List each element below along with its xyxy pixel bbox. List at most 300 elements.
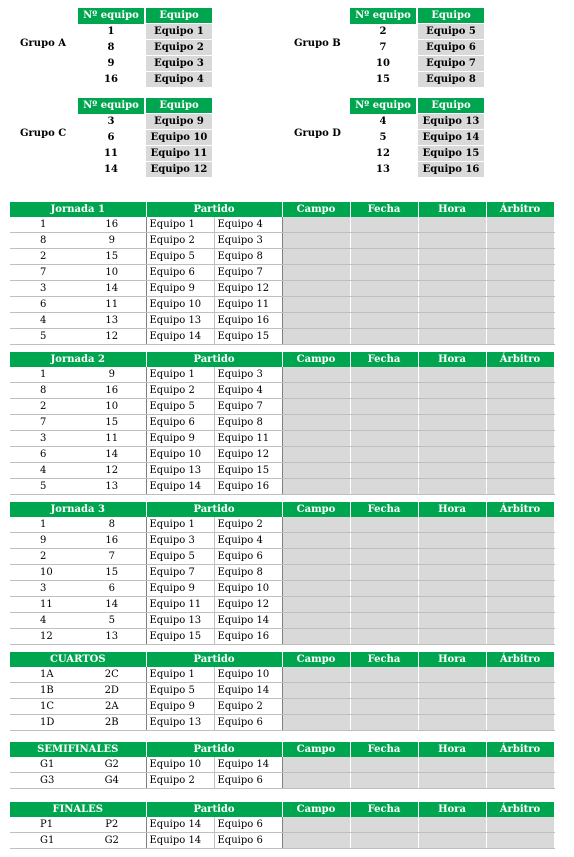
header-num: Nº equipo (350, 98, 416, 114)
team-home: Equipo 5 (146, 399, 214, 415)
seed-home: 5 (10, 479, 78, 495)
fecha-cell[interactable] (350, 281, 418, 297)
fecha-cell[interactable] (350, 817, 418, 833)
header-arbitro: Árbitro (486, 652, 554, 667)
hora-cell[interactable] (418, 281, 486, 297)
team-home: Equipo 13 (146, 463, 214, 479)
fecha-cell[interactable] (350, 217, 418, 233)
hora-cell[interactable] (418, 517, 486, 533)
team-home: Equipo 14 (146, 833, 214, 849)
campo-cell[interactable] (282, 447, 350, 463)
seed-away: 15 (78, 565, 146, 581)
arbitro-cell[interactable] (486, 479, 554, 495)
match-row (10, 329, 554, 345)
team-home: Equipo 13 (146, 613, 214, 629)
hora-cell[interactable] (418, 597, 486, 613)
campo-cell[interactable] (282, 217, 350, 233)
team-away: Equipo 4 (214, 217, 282, 233)
team-home: Equipo 7 (146, 565, 214, 581)
arbitro-cell[interactable] (486, 667, 554, 683)
header-arbitro: Árbitro (486, 802, 554, 817)
team-away: Equipo 8 (214, 249, 282, 265)
fecha-cell[interactable] (350, 549, 418, 565)
header-partido: Partido (146, 502, 282, 517)
team-away: Equipo 7 (214, 265, 282, 281)
seed-home: 1 (10, 517, 78, 533)
team-home: Equipo 14 (146, 817, 214, 833)
seed-home: 11 (10, 597, 78, 613)
header-hora: Hora (418, 202, 486, 217)
arbitro-cell[interactable] (486, 383, 554, 399)
header-arbitro: Árbitro (486, 502, 554, 517)
hora-cell[interactable] (418, 549, 486, 565)
seed-home: 2 (10, 399, 78, 415)
seed-away: 7 (78, 549, 146, 565)
arbitro-cell[interactable] (486, 629, 554, 645)
seed-home: G1 (10, 757, 78, 773)
team-number: 7 (379, 42, 387, 53)
arbitro-cell[interactable] (486, 715, 554, 731)
header-campo: Campo (282, 802, 350, 817)
arbitro-cell[interactable] (486, 281, 554, 297)
match-row (10, 265, 554, 281)
team-home: Equipo 5 (146, 683, 214, 699)
group-row (78, 40, 212, 56)
fecha-cell[interactable] (350, 699, 418, 715)
seed-home: P1 (10, 817, 78, 833)
team-home: Equipo 1 (146, 217, 214, 233)
fecha-cell[interactable] (350, 715, 418, 731)
team-home: Equipo 3 (146, 533, 214, 549)
arbitro-cell[interactable] (486, 329, 554, 345)
team-number: 14 (104, 164, 118, 175)
seed-away: 15 (78, 415, 146, 431)
group-table (350, 98, 484, 178)
header-hora: Hora (418, 352, 486, 367)
campo-cell[interactable] (282, 383, 350, 399)
hora-cell[interactable] (418, 399, 486, 415)
match-row (10, 597, 554, 613)
hora-cell[interactable] (418, 565, 486, 581)
team-number: 5 (379, 132, 387, 143)
campo-cell[interactable] (282, 715, 350, 731)
hora-cell[interactable] (418, 265, 486, 281)
campo-cell[interactable] (282, 265, 350, 281)
team-away: Equipo 14 (214, 613, 282, 629)
team-away: Equipo 6 (214, 833, 282, 849)
team-home: Equipo 9 (146, 581, 214, 597)
hora-cell[interactable] (418, 581, 486, 597)
hora-cell[interactable] (418, 629, 486, 645)
team-away: Equipo 16 (214, 629, 282, 645)
arbitro-cell[interactable] (486, 415, 554, 431)
seed-away: 2D (78, 683, 146, 699)
seed-away: 14 (78, 597, 146, 613)
team-away: Equipo 7 (214, 399, 282, 415)
team-home: Equipo 9 (146, 699, 214, 715)
seed-home: 7 (10, 265, 78, 281)
schedule-title: Jornada 1 (10, 202, 146, 217)
match-row (10, 629, 554, 645)
arbitro-cell[interactable] (486, 549, 554, 565)
seed-home: 4 (10, 463, 78, 479)
schedule-table (10, 202, 555, 345)
group-table (350, 8, 484, 88)
match-row (10, 383, 554, 399)
hora-cell[interactable] (418, 233, 486, 249)
campo-cell[interactable] (282, 313, 350, 329)
hora-cell[interactable] (418, 479, 486, 495)
header-fecha: Fecha (350, 202, 418, 217)
seed-away: 11 (78, 431, 146, 447)
seed-away: 12 (78, 329, 146, 345)
fecha-cell[interactable] (350, 233, 418, 249)
campo-cell[interactable] (282, 281, 350, 297)
arbitro-cell[interactable] (486, 431, 554, 447)
schedule-title: Jornada 2 (10, 352, 146, 367)
team-home: Equipo 14 (146, 329, 214, 345)
team-away: Equipo 11 (214, 297, 282, 313)
campo-cell[interactable] (282, 549, 350, 565)
arbitro-cell[interactable] (486, 833, 554, 849)
group-row (350, 24, 484, 40)
arbitro-cell[interactable] (486, 367, 554, 383)
fecha-cell[interactable] (350, 297, 418, 313)
seed-home: 6 (10, 447, 78, 463)
campo-cell[interactable] (282, 517, 350, 533)
arbitro-cell[interactable] (486, 517, 554, 533)
team-home: Equipo 13 (146, 715, 214, 731)
team-number: 13 (376, 164, 390, 175)
team-home: Equipo 1 (146, 517, 214, 533)
arbitro-cell[interactable] (486, 399, 554, 415)
campo-cell[interactable] (282, 833, 350, 849)
team-away: Equipo 10 (214, 581, 282, 597)
team-name: Equipo 14 (418, 130, 484, 146)
arbitro-cell[interactable] (486, 297, 554, 313)
header-campo: Campo (282, 652, 350, 667)
team-away: Equipo 12 (214, 597, 282, 613)
seed-away: 15 (78, 249, 146, 265)
team-home: Equipo 2 (146, 383, 214, 399)
hora-cell[interactable] (418, 249, 486, 265)
hora-cell[interactable] (418, 415, 486, 431)
header-campo: Campo (282, 352, 350, 367)
group-row (350, 72, 484, 88)
fecha-cell[interactable] (350, 249, 418, 265)
hora-cell[interactable] (418, 217, 486, 233)
header-campo: Campo (282, 742, 350, 757)
schedule-table (10, 742, 555, 789)
fecha-cell[interactable] (350, 565, 418, 581)
seed-away: 16 (78, 383, 146, 399)
header-fecha: Fecha (350, 502, 418, 517)
campo-cell[interactable] (282, 533, 350, 549)
header-hora: Hora (418, 742, 486, 757)
fecha-cell[interactable] (350, 447, 418, 463)
seed-home: 8 (10, 233, 78, 249)
group-table (78, 8, 212, 88)
fecha-cell[interactable] (350, 683, 418, 699)
header-arbitro: Árbitro (486, 742, 554, 757)
header-num: Nº equipo (78, 8, 144, 24)
hora-cell[interactable] (418, 667, 486, 683)
arbitro-cell[interactable] (486, 817, 554, 833)
team-away: Equipo 6 (214, 817, 282, 833)
arbitro-cell[interactable] (486, 613, 554, 629)
team-name: Equipo 6 (418, 40, 484, 56)
arbitro-cell[interactable] (486, 265, 554, 281)
schedule-table (10, 352, 555, 495)
fecha-cell[interactable] (350, 313, 418, 329)
team-away: Equipo 2 (214, 699, 282, 715)
hora-cell[interactable] (418, 367, 486, 383)
arbitro-cell[interactable] (486, 757, 554, 773)
fecha-cell[interactable] (350, 329, 418, 345)
seed-home: 1A (10, 667, 78, 683)
header-team: Equipo (418, 8, 484, 24)
arbitro-cell[interactable] (486, 249, 554, 265)
campo-cell[interactable] (282, 565, 350, 581)
seed-away: 9 (78, 367, 146, 383)
seed-away: G2 (78, 833, 146, 849)
arbitro-cell[interactable] (486, 217, 554, 233)
team-name: Equipo 15 (418, 146, 484, 162)
team-name: Equipo 11 (146, 146, 212, 162)
fecha-cell[interactable] (350, 613, 418, 629)
seed-home: 1 (10, 217, 78, 233)
seed-home: 1C (10, 699, 78, 715)
seed-away: 5 (78, 613, 146, 629)
seed-away: 10 (78, 399, 146, 415)
seed-away: G2 (78, 757, 146, 773)
team-name: Equipo 4 (146, 72, 212, 88)
match-row (10, 415, 554, 431)
header-team: Equipo (418, 98, 484, 114)
fecha-cell[interactable] (350, 757, 418, 773)
fecha-cell[interactable] (350, 431, 418, 447)
campo-cell[interactable] (282, 415, 350, 431)
group-row (350, 146, 484, 162)
arbitro-cell[interactable] (486, 533, 554, 549)
seed-away: 12 (78, 463, 146, 479)
fecha-cell[interactable] (350, 367, 418, 383)
campo-cell[interactable] (282, 773, 350, 789)
seed-home: 8 (10, 383, 78, 399)
seed-away: 2B (78, 715, 146, 731)
hora-cell[interactable] (418, 447, 486, 463)
team-number: 16 (104, 74, 118, 85)
team-number: 11 (104, 148, 118, 159)
fecha-cell[interactable] (350, 833, 418, 849)
seed-home: 2 (10, 549, 78, 565)
seed-away: 2C (78, 667, 146, 683)
campo-cell[interactable] (282, 463, 350, 479)
fecha-cell[interactable] (350, 773, 418, 789)
team-home: Equipo 10 (146, 297, 214, 313)
group-row (78, 24, 212, 40)
match-row (10, 281, 554, 297)
seed-away: 10 (78, 265, 146, 281)
fecha-cell[interactable] (350, 597, 418, 613)
seed-home: G3 (10, 773, 78, 789)
campo-cell[interactable] (282, 629, 350, 645)
arbitro-cell[interactable] (486, 447, 554, 463)
hora-cell[interactable] (418, 613, 486, 629)
campo-cell[interactable] (282, 431, 350, 447)
seed-away: 13 (78, 313, 146, 329)
hora-cell[interactable] (418, 715, 486, 731)
fecha-cell[interactable] (350, 463, 418, 479)
match-row (10, 517, 554, 533)
arbitro-cell[interactable] (486, 773, 554, 789)
arbitro-cell[interactable] (486, 313, 554, 329)
arbitro-cell[interactable] (486, 597, 554, 613)
hora-cell[interactable] (418, 383, 486, 399)
header-hora: Hora (418, 652, 486, 667)
arbitro-cell[interactable] (486, 699, 554, 715)
team-name: Equipo 7 (418, 56, 484, 72)
campo-cell[interactable] (282, 613, 350, 629)
match-row (10, 297, 554, 313)
team-number: 2 (379, 26, 387, 37)
seed-home: 3 (10, 431, 78, 447)
team-home: Equipo 10 (146, 447, 214, 463)
hora-cell[interactable] (418, 297, 486, 313)
seed-away: 9 (78, 233, 146, 249)
seed-home: 1 (10, 367, 78, 383)
match-row (10, 581, 554, 597)
fecha-cell[interactable] (350, 399, 418, 415)
campo-cell[interactable] (282, 597, 350, 613)
team-home: Equipo 10 (146, 757, 214, 773)
hora-cell[interactable] (418, 329, 486, 345)
team-name: Equipo 5 (418, 24, 484, 40)
seed-home: G1 (10, 833, 78, 849)
fecha-cell[interactable] (350, 667, 418, 683)
campo-cell[interactable] (282, 233, 350, 249)
header-arbitro: Árbitro (486, 352, 554, 367)
team-home: Equipo 2 (146, 233, 214, 249)
team-number: 12 (376, 148, 390, 159)
seed-home: 10 (10, 565, 78, 581)
match-row (10, 399, 554, 415)
campo-cell[interactable] (282, 757, 350, 773)
match-row (10, 565, 554, 581)
seed-away: 16 (78, 533, 146, 549)
fecha-cell[interactable] (350, 533, 418, 549)
team-away: Equipo 4 (214, 533, 282, 549)
arbitro-cell[interactable] (486, 565, 554, 581)
team-name: Equipo 10 (146, 130, 212, 146)
fecha-cell[interactable] (350, 265, 418, 281)
group-row (350, 114, 484, 130)
team-away: Equipo 6 (214, 715, 282, 731)
campo-cell[interactable] (282, 699, 350, 715)
group-row (350, 56, 484, 72)
campo-cell[interactable] (282, 249, 350, 265)
team-home: Equipo 15 (146, 629, 214, 645)
match-row (10, 447, 554, 463)
fecha-cell[interactable] (350, 629, 418, 645)
team-number: 15 (376, 74, 390, 85)
team-away: Equipo 4 (214, 383, 282, 399)
hora-cell[interactable] (418, 533, 486, 549)
match-row (10, 249, 554, 265)
campo-cell[interactable] (282, 683, 350, 699)
seed-away: 6 (78, 581, 146, 597)
team-name: Equipo 16 (418, 162, 484, 178)
fecha-cell[interactable] (350, 517, 418, 533)
match-row (10, 833, 554, 849)
group-label: Grupo B (294, 38, 341, 49)
team-number: 1 (107, 26, 115, 37)
match-row (10, 367, 554, 383)
campo-cell[interactable] (282, 479, 350, 495)
seed-home: 5 (10, 329, 78, 345)
match-row (10, 613, 554, 629)
group-row (78, 72, 212, 88)
seed-away: P2 (78, 817, 146, 833)
group-row (78, 162, 212, 178)
campo-cell[interactable] (282, 297, 350, 313)
hora-cell[interactable] (418, 757, 486, 773)
fecha-cell[interactable] (350, 479, 418, 495)
fecha-cell[interactable] (350, 415, 418, 431)
header-fecha: Fecha (350, 802, 418, 817)
hora-cell[interactable] (418, 463, 486, 479)
hora-cell[interactable] (418, 833, 486, 849)
seed-away: 13 (78, 479, 146, 495)
arbitro-cell[interactable] (486, 581, 554, 597)
hora-cell[interactable] (418, 699, 486, 715)
group-row (350, 40, 484, 56)
seed-away: 8 (78, 517, 146, 533)
team-away: Equipo 11 (214, 431, 282, 447)
hora-cell[interactable] (418, 313, 486, 329)
team-home: Equipo 6 (146, 415, 214, 431)
team-away: Equipo 3 (214, 233, 282, 249)
fecha-cell[interactable] (350, 383, 418, 399)
arbitro-cell[interactable] (486, 683, 554, 699)
campo-cell[interactable] (282, 581, 350, 597)
team-home: Equipo 1 (146, 667, 214, 683)
arbitro-cell[interactable] (486, 463, 554, 479)
fecha-cell[interactable] (350, 581, 418, 597)
header-partido: Partido (146, 742, 282, 757)
arbitro-cell[interactable] (486, 233, 554, 249)
hora-cell[interactable] (418, 431, 486, 447)
group-row (78, 130, 212, 146)
team-away: Equipo 2 (214, 517, 282, 533)
campo-cell[interactable] (282, 667, 350, 683)
seed-home: 3 (10, 581, 78, 597)
hora-cell[interactable] (418, 773, 486, 789)
hora-cell[interactable] (418, 817, 486, 833)
header-team: Equipo (146, 8, 212, 24)
hora-cell[interactable] (418, 683, 486, 699)
match-row (10, 217, 554, 233)
campo-cell[interactable] (282, 329, 350, 345)
header-team: Equipo (146, 98, 212, 114)
match-row (10, 667, 554, 683)
campo-cell[interactable] (282, 399, 350, 415)
header-fecha: Fecha (350, 742, 418, 757)
campo-cell[interactable] (282, 367, 350, 383)
seed-home: 4 (10, 613, 78, 629)
match-row (10, 313, 554, 329)
campo-cell[interactable] (282, 817, 350, 833)
